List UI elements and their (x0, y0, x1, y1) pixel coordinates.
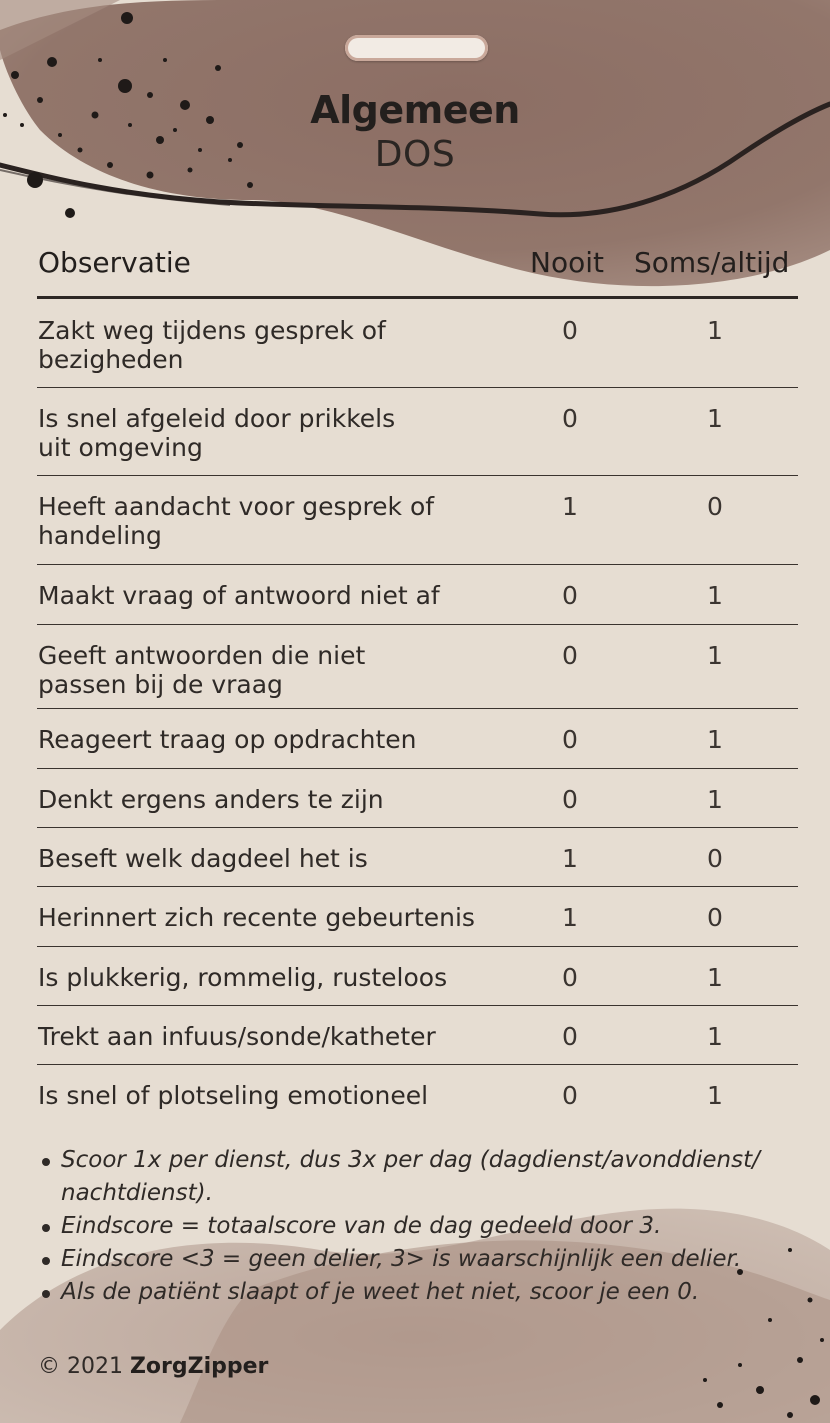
score-sometimes: 1 (707, 785, 723, 814)
observation-text: Geeft antwoorden die niet passen bij de vraag (38, 641, 366, 699)
observation-text: Heeft aandacht voor gesprek of handeling (38, 492, 435, 550)
observation-text: Is plukkerig, rommelig, rusteloos (38, 963, 448, 992)
card-subtitle: DOS (374, 134, 456, 175)
table-row (37, 1005, 798, 1065)
observation-text: Beseft welk dagdeel het is (38, 844, 368, 873)
copyright-text: © 2021 (38, 1354, 123, 1379)
table-row (37, 624, 798, 709)
card-title: Algemeen (310, 88, 520, 132)
score-never: 0 (562, 581, 578, 610)
score-sometimes: 0 (707, 492, 723, 521)
header-never: Nooit (530, 246, 604, 279)
score-sometimes: 1 (707, 963, 723, 992)
header-sometimes: Soms/altijd (634, 246, 790, 279)
score-sometimes: 1 (707, 316, 723, 345)
observation-text: Is snel of plotseling emotioneel (38, 1081, 429, 1110)
score-never: 0 (562, 1081, 578, 1110)
brand-name: ZorgZipper (129, 1354, 269, 1379)
score-sometimes: 1 (707, 641, 723, 670)
score-never: 0 (562, 963, 578, 992)
score-sometimes: 1 (707, 725, 723, 754)
table-row (37, 708, 798, 769)
observation-text: Maakt vraag of antwoord niet af (38, 581, 440, 610)
score-never: 1 (562, 903, 578, 932)
table-row (37, 1064, 798, 1123)
score-sometimes: 1 (707, 1081, 723, 1110)
score-sometimes: 1 (707, 404, 723, 433)
table-row (37, 768, 798, 828)
observation-text: Denkt ergens anders te zijn (38, 785, 384, 814)
table-row (37, 299, 798, 388)
header-observation: Observatie (38, 246, 191, 279)
score-never: 0 (562, 641, 578, 670)
score-never: 0 (562, 404, 578, 433)
score-never: 0 (562, 785, 578, 814)
score-never: 0 (562, 1022, 578, 1051)
lanyard-slot (345, 35, 488, 61)
score-never: 1 (562, 844, 578, 873)
scoring-notes (40, 1144, 800, 1309)
note-item: Eindscore = totaalscore van de dag gedeeld door 3. (40, 1210, 800, 1243)
score-never: 0 (562, 725, 578, 754)
table-row (37, 886, 798, 947)
table-row (37, 946, 798, 1006)
score-sometimes: 1 (707, 1022, 723, 1051)
score-never: 0 (562, 316, 578, 345)
note-item: Eindscore <3 = geen delier, 3> is waarschijnlijk een delier. (40, 1243, 800, 1276)
score-never: 1 (562, 492, 578, 521)
observation-text: Herinnert zich recente gebeurtenis (38, 903, 475, 932)
table-row (37, 475, 798, 565)
table-row (37, 387, 798, 476)
score-sometimes: 0 (707, 903, 723, 932)
observation-text: Trekt aan infuus/sonde/katheter (38, 1022, 436, 1051)
score-sometimes: 0 (707, 844, 723, 873)
table-row (37, 827, 798, 887)
note-item: Scoor 1x per dienst, dus 3x per dag (dagdienst/avonddienst/ nachtdienst). (40, 1144, 800, 1210)
table-row (37, 564, 798, 625)
score-sometimes: 1 (707, 581, 723, 610)
observation-text: Is snel afgeleid door prikkels uit omgeving (38, 404, 396, 462)
observation-text: Reageert traag op opdrachten (38, 725, 417, 754)
note-item: Als de patiënt slaapt of je weet het niet, scoor je een 0. (40, 1276, 800, 1309)
observation-text: Zakt weg tijdens gesprek of bezigheden (38, 316, 386, 374)
footer (38, 1354, 268, 1379)
